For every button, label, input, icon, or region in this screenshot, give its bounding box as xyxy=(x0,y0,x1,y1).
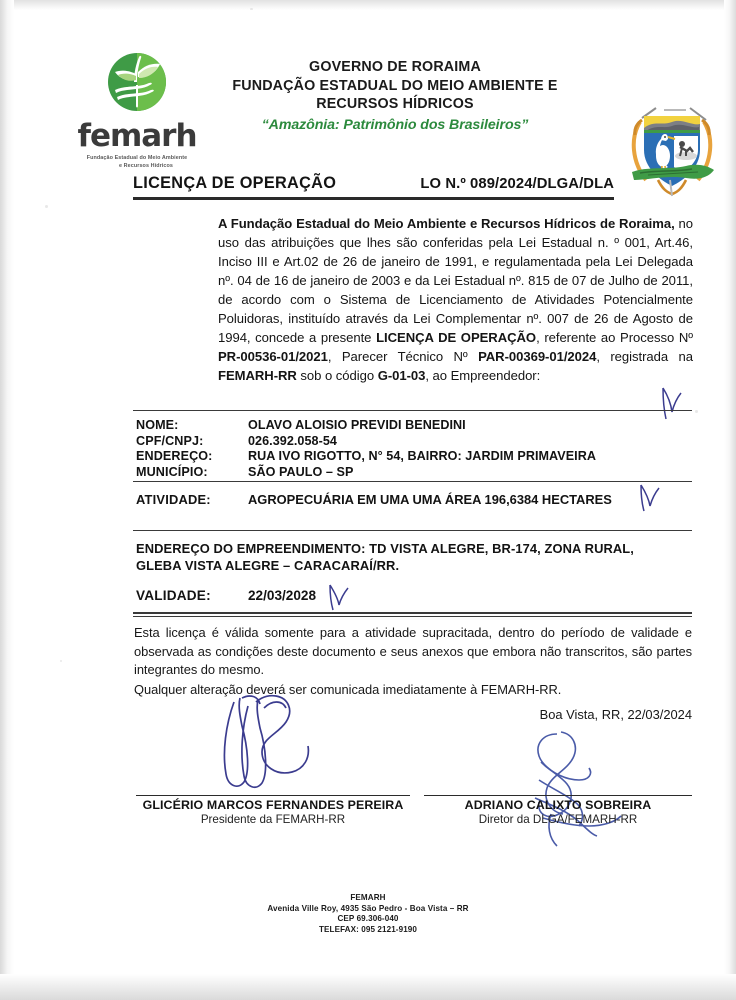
signature-block-director xyxy=(424,795,692,826)
signature-line xyxy=(424,795,692,796)
entity-label-endereco: ENDEREÇO: xyxy=(136,449,213,464)
preamble-text-3: , Parecer Técnico Nº xyxy=(327,349,479,365)
header-title-line1: GOVERNO DE RORAIMA xyxy=(309,59,481,75)
scan-speck xyxy=(695,410,698,413)
closing-paragraph-1: Esta licença é válida somente para a atividade supracitada, dentro do período de validade e observada as condições deste documento e seus anexos que embora não transcritos, são partes integrantes do mesmo. xyxy=(134,625,692,678)
preamble-text-6: , ao Empreendedor: xyxy=(425,368,541,384)
footer-postal-code: CEP 69.306-040 xyxy=(337,914,399,924)
entity-label-municipio: MUNICÍPIO: xyxy=(136,464,208,479)
validity-divider xyxy=(133,612,692,614)
header-slogan: “Amazônia: Patrimônio dos Brasileiros” xyxy=(261,116,529,133)
preamble-bold-5: FEMARH-RR xyxy=(218,368,297,384)
signature-role: Presidente da FEMARH-RR xyxy=(200,813,346,826)
header-title-line3: RECURSOS HÍDRICOS xyxy=(316,96,474,112)
validity-row xyxy=(136,588,692,603)
logo-subtitle-line2: e Recursos Hídricos xyxy=(118,162,174,169)
logo-subtitle xyxy=(62,155,212,171)
document-footer xyxy=(0,893,736,935)
validity-divider-second xyxy=(133,616,692,617)
entity-details xyxy=(136,418,692,480)
license-title-bar xyxy=(133,174,614,200)
preamble-text-1: no uso das atribuições que lhes são conferidas pela Lei Estadual n. º 001, Art.46, Inciso III e Art.02 de 26 de janeiro de 1991, e regulamentada pela Lei Delegada nº. 04 de 16 de janeiro de 2003 e da Lei Estadual nº. 815 de 07 de Julho de 2011, de acordo com o Sistema de Licenciamento de Atividades Potencialmente Poluidoras, instituído através da Lei Complementar nº. 007 de 26 de Agosto de 1994, concede a presente xyxy=(218,216,693,346)
activity-value: AGROPECUÁRIA EM UMA UMA ÁREA 196,6384 HECTARES xyxy=(248,492,612,507)
preamble-bold-6: G-01-03 xyxy=(377,368,426,384)
entity-label-cpf: CPF/CNPJ: xyxy=(136,433,204,448)
license-number: LO N.º 089/2024/DLGA/DLA xyxy=(420,176,614,192)
preamble-text-2: , referente ao Processo Nº xyxy=(536,330,694,346)
roraima-coat-of-arms-icon xyxy=(620,104,724,200)
preamble-bold-intro: A Fundação Estadual do Meio Ambiente e Recursos Hídricos de Roraima, xyxy=(218,216,675,231)
entity-row-endereco xyxy=(136,449,692,465)
entity-divider-bottom xyxy=(133,481,692,482)
entity-value-endereco: RUA IVO RIGOTTO, N° 54, BAIRRO: JARDIM PRIMAVEIRA xyxy=(248,449,597,464)
signature-name: ADRIANO CALIXTO SOBREIRA xyxy=(464,798,652,812)
validity-label: VALIDADE: xyxy=(136,588,211,603)
license-title: LICENÇA DE OPERAÇÃO xyxy=(133,174,337,192)
scan-edge-bottom xyxy=(0,974,736,1000)
signature-adriano xyxy=(505,722,625,852)
document-header xyxy=(0,48,736,169)
header-title-line2: FUNDAÇÃO ESTADUAL DO MEIO AMBIENTE E xyxy=(232,77,558,94)
entity-row-nome xyxy=(136,418,692,434)
preamble-bold-4: PAR-00369-01/2024 xyxy=(478,349,597,365)
footer-org-name: FEMARH xyxy=(350,893,386,902)
site-address-line1: ENDEREÇO DO EMPREENDIMENTO: TD VISTA ALEGRE, BR-174, ZONA RURAL, xyxy=(136,541,634,556)
preamble-bold-2: LICENÇA DE OPERAÇÃO xyxy=(376,330,537,346)
handwritten-initial-preamble xyxy=(658,386,684,422)
preamble-bold-3: PR-00536-01/2021 xyxy=(218,349,328,365)
signature-line xyxy=(136,795,410,796)
scan-speck xyxy=(60,660,62,662)
place-and-date: Boa Vista, RR, 22/03/2024 xyxy=(539,707,692,722)
entity-value-cpf: 026.392.058-54 xyxy=(248,433,337,448)
signature-name: GLICÉRIO MARCOS FERNANDES PEREIRA xyxy=(142,798,404,812)
activity-divider xyxy=(133,530,692,531)
entity-value-nome: OLAVO ALOISIO PREVIDI BENEDINI xyxy=(248,418,466,432)
activity-row xyxy=(136,492,692,507)
scan-speck xyxy=(250,8,253,10)
closing-paragraph-2: Qualquer alteração deverá ser comunicada imediatamente à FEMARH-RR. xyxy=(134,681,562,697)
entity-row-cpf xyxy=(136,434,692,450)
preamble-paragraph xyxy=(218,214,693,385)
scan-edge-top xyxy=(0,0,736,10)
leaf-logo-icon xyxy=(95,52,179,114)
signature-glicerio xyxy=(200,690,330,802)
logo-subtitle-line1: Fundação Estadual do Meio Ambiente xyxy=(86,155,188,161)
signature-block-president xyxy=(136,795,410,826)
logo-wordmark: femarh xyxy=(77,118,197,154)
title-divider xyxy=(133,197,614,200)
footer-telefax: TELEFAX: 095 2121-9190 xyxy=(318,924,418,934)
validity-value: 22/03/2028 xyxy=(248,588,317,603)
preamble-text-4: , registrada na xyxy=(596,349,693,365)
entity-row-municipio xyxy=(136,465,692,481)
entity-value-municipio: SÃO PAULO – SP xyxy=(248,464,354,479)
scan-speck xyxy=(45,205,48,208)
site-address-block xyxy=(136,541,692,574)
entity-divider-top xyxy=(133,410,692,411)
preamble-text-5: sob o código xyxy=(296,368,378,384)
activity-label: ATIVIDADE: xyxy=(136,492,211,507)
header-titles xyxy=(186,58,604,133)
closing-text xyxy=(134,624,692,699)
site-address-line2: GLEBA VISTA ALEGRE – CARACARAÍ/RR. xyxy=(136,557,400,573)
footer-address: Avenida Ville Roy, 4935 São Pedro - Boa Vista – RR xyxy=(267,903,469,913)
entity-label-nome: NOME: xyxy=(136,418,179,432)
signature-role: Diretor da DLGA/FEMARH-RR xyxy=(478,813,638,826)
